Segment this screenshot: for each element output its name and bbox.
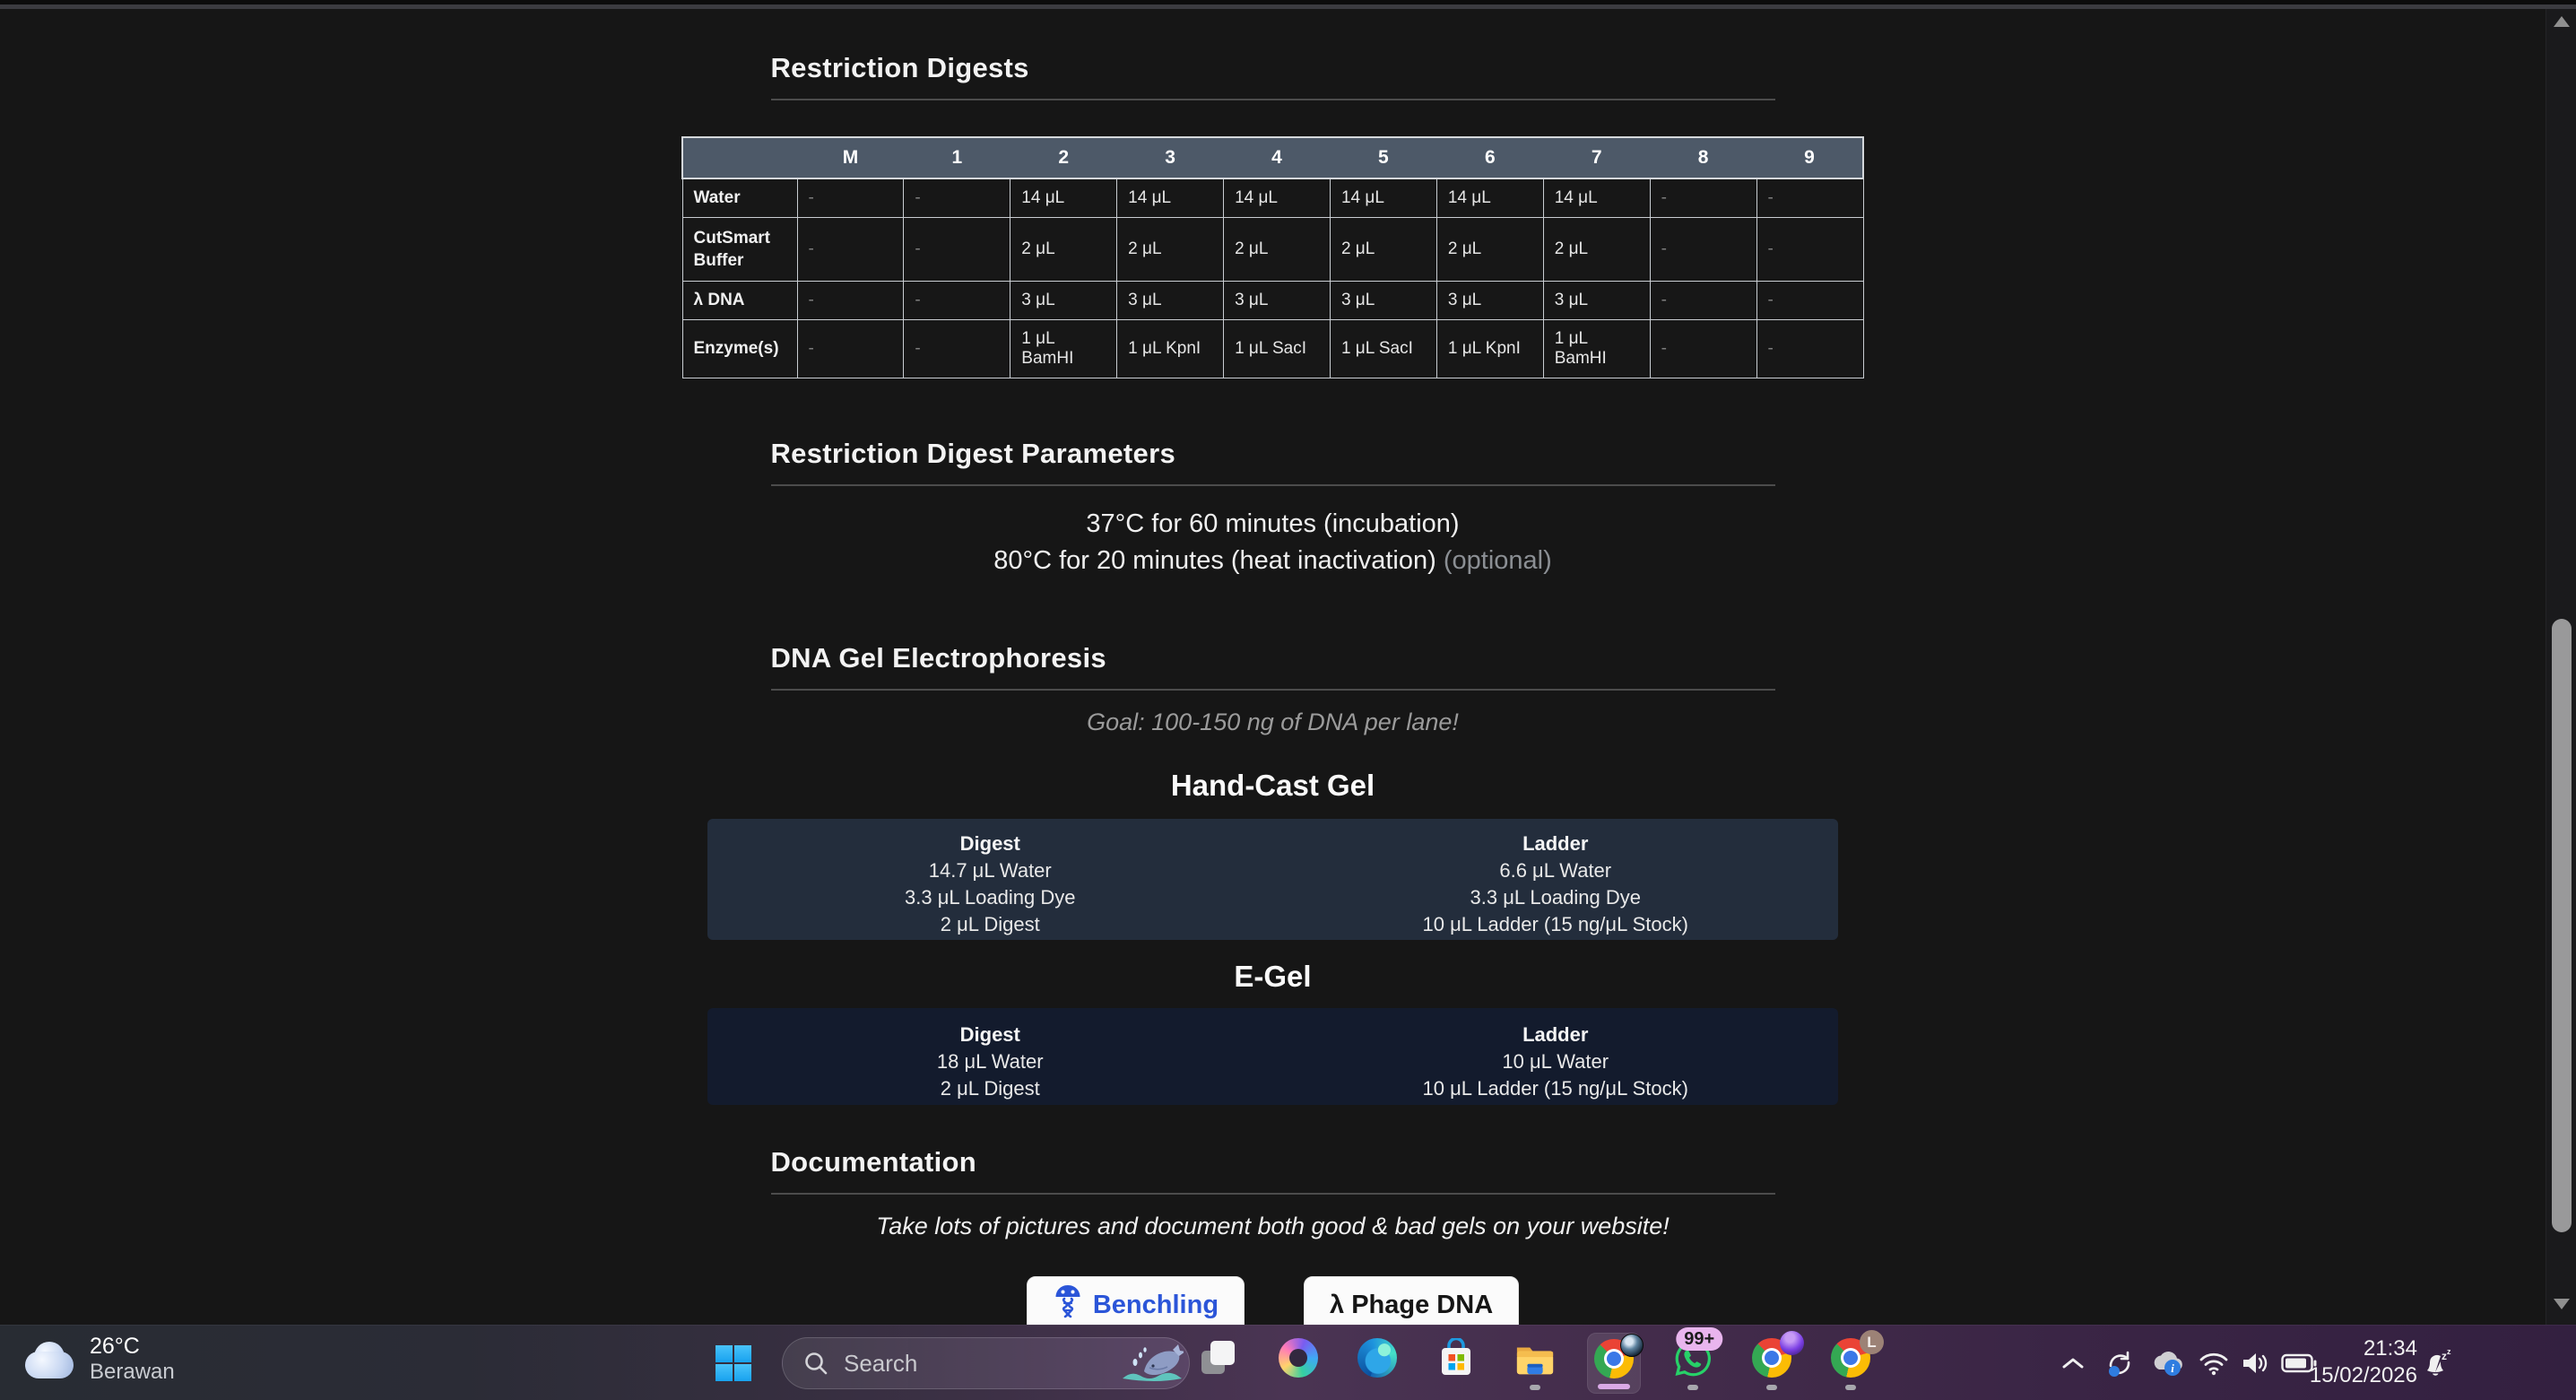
whatsapp-unread-badge: 99+ <box>1676 1327 1722 1351</box>
wifi-tray-button[interactable] <box>2193 1326 2234 1400</box>
column-header: 4 <box>1224 137 1331 178</box>
recipe-line: 2 μL Digest <box>940 1077 1040 1100</box>
profile-avatar-letter: L <box>1860 1330 1884 1354</box>
table-cell: - <box>1650 218 1756 282</box>
section-divider <box>771 689 1775 691</box>
row-label: λ DNA <box>682 282 797 320</box>
scrollbar[interactable] <box>2546 0 2576 1325</box>
table-cell: - <box>1650 282 1756 320</box>
recipe-line: 3.3 μL Loading Dye <box>905 886 1076 909</box>
volume-tray-button[interactable] <box>2234 1326 2276 1400</box>
column-header: 2 <box>1010 137 1117 178</box>
table-cell: 3 μL <box>1543 282 1650 320</box>
table-cell: 2 μL <box>1117 218 1224 282</box>
table-cell: 3 μL <box>1436 282 1543 320</box>
table-cell: 1 μL BamHI <box>1543 320 1650 378</box>
table-cell: 3 μL <box>1224 282 1331 320</box>
incubation-parameter: 37°C for 60 minutes (incubation) <box>1086 509 1460 538</box>
scroll-up-arrow-icon[interactable] <box>2554 16 2570 27</box>
recipe-line: 10 μL Ladder (15 ng/μL Stock) <box>1422 913 1688 935</box>
recipe-line: 10 μL Water <box>1502 1050 1609 1073</box>
table-row <box>682 178 1863 218</box>
digest-column-title: Digest <box>959 1023 1020 1046</box>
optional-note: (optional) <box>1435 546 1552 575</box>
ladder-column-title: Ladder <box>1522 1023 1589 1046</box>
table-cell: - <box>904 178 1010 218</box>
row-label: CutSmart Buffer <box>682 218 797 282</box>
table-cell: 14 μL <box>1117 178 1224 218</box>
table-cell: 2 μL <box>1224 218 1331 282</box>
table-cell: 14 μL <box>1224 178 1331 218</box>
update-sync-tray-button[interactable] <box>2098 1326 2141 1400</box>
recipe-line: 18 μL Water <box>936 1050 1044 1073</box>
table-cell: 3 μL <box>1117 282 1224 320</box>
table-row <box>682 320 1863 378</box>
section-title-restriction-digests: Restriction Digests <box>770 52 1029 83</box>
svg-text:z: z <box>2442 1350 2447 1362</box>
documentation-note: Take lots of pictures and document both good & bad gels on your website! <box>876 1213 1670 1239</box>
section-divider <box>771 99 1775 100</box>
table-cell: 14 μL <box>1330 178 1436 218</box>
profile-avatar-globe <box>1620 1334 1644 1357</box>
recipe-line: 6.6 μL Water <box>1499 859 1612 882</box>
taskbar <box>0 1325 2576 1400</box>
table-cell: 14 μL <box>1436 178 1543 218</box>
table-cell: 2 μL <box>1543 218 1650 282</box>
volume-icon <box>2240 1350 2270 1377</box>
heat-inactivation-parameter <box>0 543 2546 579</box>
clock-widget[interactable] <box>2295 1335 2417 1389</box>
sync-icon <box>2103 1347 2136 1379</box>
hand-cast-ladder-column <box>1273 830 1839 940</box>
svg-text:i: i <box>2171 1361 2174 1375</box>
column-header: 3 <box>1117 137 1224 178</box>
egel-digest-column <box>707 1022 1273 1105</box>
section-divider <box>771 484 1775 486</box>
column-header: 8 <box>1650 137 1756 178</box>
onedrive-tray-button[interactable] <box>2145 1326 2191 1400</box>
system-tray <box>0 1326 2576 1400</box>
tray-overflow-button[interactable] <box>2053 1326 2093 1400</box>
egel-box <box>707 1008 1838 1105</box>
table-cell: 2 μL <box>1010 218 1117 282</box>
ladder-column-title: Ladder <box>1522 832 1589 855</box>
table-row <box>682 282 1863 320</box>
recipe-line: 14.7 μL Water <box>928 859 1052 882</box>
table-cell: 14 μL <box>1010 178 1117 218</box>
hand-cast-gel-title: Hand-Cast Gel <box>1170 769 1375 802</box>
scroll-down-arrow-icon[interactable] <box>2554 1299 2570 1309</box>
weather-temperature: 26°C <box>90 1334 140 1359</box>
table-cell: - <box>1650 320 1756 378</box>
table-cell: - <box>797 282 904 320</box>
chevron-up-icon <box>2061 1356 2085 1370</box>
section-title-digest-parameters: Restriction Digest Parameters <box>770 438 1175 469</box>
table-cell: 1 μL BamHI <box>1010 320 1117 378</box>
table-cell: 1 μL SacI <box>1224 320 1331 378</box>
column-header: 6 <box>1436 137 1543 178</box>
table-cell: 2 μL <box>1330 218 1436 282</box>
onedrive-icon <box>2150 1348 2186 1378</box>
table-cell: - <box>797 320 904 378</box>
table-cell: - <box>904 320 1010 378</box>
table-cell: - <box>797 218 904 282</box>
bell-dnd-icon <box>2421 1347 2455 1381</box>
digest-column-title: Digest <box>959 832 1020 855</box>
phage-button-label: λ Phage DNA <box>1330 1290 1494 1319</box>
table-cell: 1 μL KpnI <box>1117 320 1224 378</box>
column-header: M <box>797 137 904 178</box>
table-cell: 2 μL <box>1436 218 1543 282</box>
table-cell: - <box>797 178 904 218</box>
column-header: 7 <box>1543 137 1650 178</box>
hand-cast-digest-column <box>707 830 1273 940</box>
section-divider <box>771 1193 1775 1195</box>
benchling-button[interactable] <box>1027 1276 1245 1325</box>
benchling-button-label: Benchling <box>1092 1290 1219 1319</box>
column-header: 5 <box>1330 137 1436 178</box>
gel-goal-note: Goal: 100-150 ng of DNA per lane! <box>1087 709 1459 735</box>
egel-ladder-column <box>1273 1022 1839 1105</box>
table-cell: - <box>1650 178 1756 218</box>
table-cell: - <box>1756 218 1863 282</box>
svg-text:z: z <box>2447 1347 2451 1356</box>
row-label: Water <box>682 178 797 218</box>
heat-inactivation-text: 80°C for 20 minutes (heat inactivation) <box>993 546 1436 575</box>
benchling-jellyfish-icon <box>1053 1283 1083 1325</box>
table-header-row <box>682 137 1863 178</box>
recipe-line: 10 μL Ladder (15 ng/μL Stock) <box>1422 1077 1688 1100</box>
restriction-digest-table <box>681 136 1864 378</box>
table-row <box>682 218 1863 282</box>
recipe-line: 2 μL Digest <box>940 913 1040 935</box>
weather-condition: Berawan <box>90 1360 175 1384</box>
column-header <box>682 137 797 178</box>
table-cell: - <box>1756 282 1863 320</box>
table-cell: 3 μL <box>1330 282 1436 320</box>
table-cell: 3 μL <box>1010 282 1117 320</box>
profile-avatar-purple <box>1780 1331 1804 1355</box>
clock-time: 21:34 <box>2363 1336 2417 1361</box>
lambda-phage-dna-button[interactable] <box>1304 1276 1519 1325</box>
row-label: Enzyme(s) <box>682 320 797 378</box>
window-top-divider <box>0 4 2576 9</box>
recipe-line: 3.3 μL Loading Dye <box>1470 886 1641 909</box>
search-placeholder: Search <box>844 1349 918 1377</box>
egel-title: E-Gel <box>1234 960 1312 993</box>
table-cell: - <box>904 282 1010 320</box>
column-header: 1 <box>904 137 1010 178</box>
table-cell: - <box>904 218 1010 282</box>
notification-bell-button[interactable] <box>2421 1347 2455 1386</box>
clock-date: 15/02/2026 <box>2309 1363 2417 1387</box>
table-cell: - <box>1756 178 1863 218</box>
hand-cast-gel-box <box>707 819 1838 940</box>
table-cell: 1 μL KpnI <box>1436 320 1543 378</box>
section-title-electrophoresis: DNA Gel Electrophoresis <box>770 642 1106 674</box>
section-title-documentation: Documentation <box>770 1146 977 1178</box>
column-header: 9 <box>1756 137 1863 178</box>
table-cell: - <box>1756 320 1863 378</box>
wifi-icon <box>2199 1351 2229 1376</box>
table-cell: 14 μL <box>1543 178 1650 218</box>
scrollbar-thumb[interactable] <box>2552 619 2572 1232</box>
table-cell: 1 μL SacI <box>1330 320 1436 378</box>
